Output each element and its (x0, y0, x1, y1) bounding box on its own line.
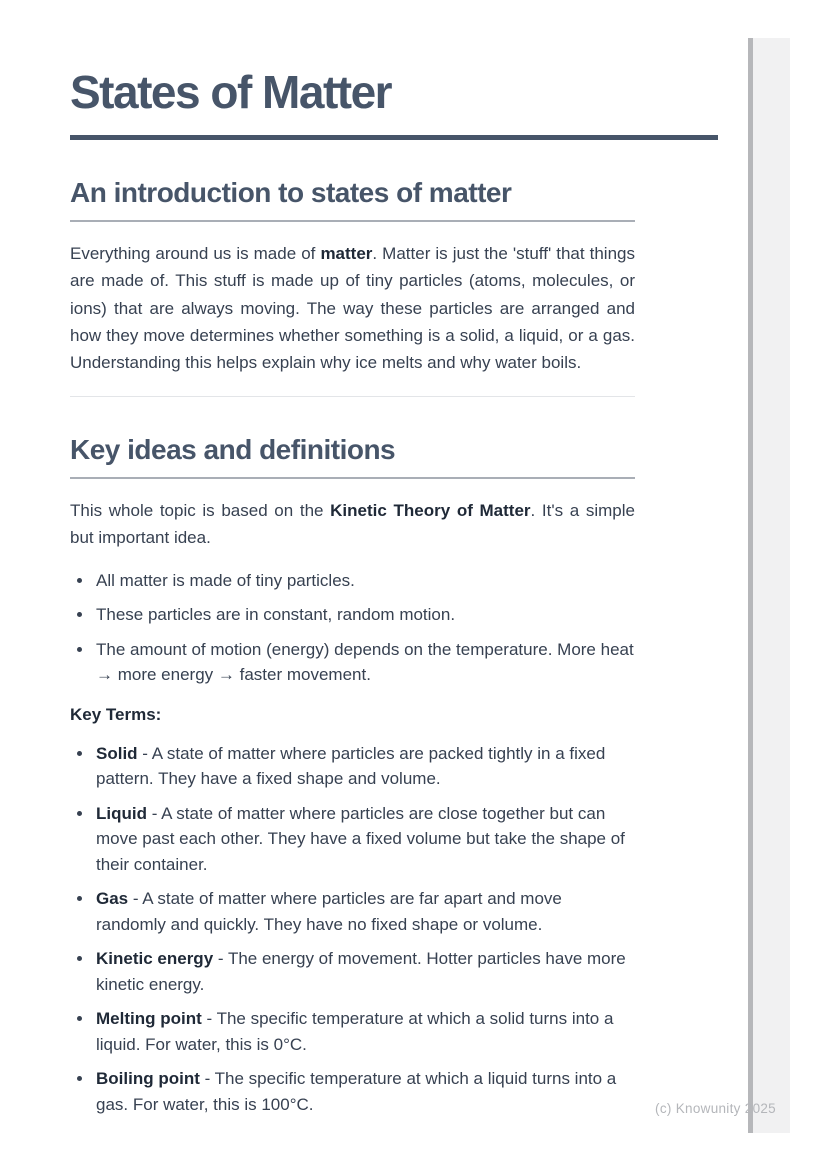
intro-text-post: . Matter is just the 'stuff' that things are made of. This stuff is made up of tiny particles (atoms, molecules, or ions) that are always moving. The way these particles are arranged and how they move determines whether something is a solid, a liquid, or a gas. Understanding this helps explain why ice melts and why water boils. (70, 244, 635, 373)
watermark: (c) Knowunity 2025 (655, 1101, 776, 1116)
term-description: - The energy of movement. Hotter particles have more kinetic energy. (96, 949, 626, 994)
term-name: Kinetic energy (96, 949, 214, 969)
list-item-term-boiling-point (94, 1066, 635, 1117)
key-ideas-paragraph (70, 497, 635, 551)
list-item-term-melting-point (94, 1006, 635, 1057)
term-description: - A state of matter where particles are packed tightly in a fixed pattern. They have a fixed shape and volume. (96, 743, 606, 789)
section-key-ideas (70, 434, 718, 1117)
list-item-term-liquid (94, 801, 635, 878)
intro-heading: An introduction to states of matter (70, 177, 635, 222)
list-item-term-solid (94, 741, 635, 792)
key-ideas-heading: Key ideas and definitions (70, 434, 635, 479)
intro-paragraph (70, 240, 635, 376)
intro-text-pre: Everything around us is made of (70, 244, 321, 264)
document-content (70, 0, 718, 1126)
page-title: States of Matter (70, 66, 392, 118)
section-introduction (70, 177, 718, 376)
term-description: - The specific temperature at which a liquid turns into a gas. For water, this is 100°C. (96, 1069, 617, 1114)
key-ideas-text-pre: This whole topic is based on the (70, 501, 331, 521)
list-item: • These particles are in constant, random motion. (94, 602, 635, 628)
term-description: - The specific temperature at which a solid turns into a liquid. For water, this is 0°C. (96, 1009, 614, 1054)
intro-bold-matter: matter (320, 244, 373, 264)
kinetic-theory-list (70, 568, 635, 688)
key-ideas-bold-kinetic-theory: Kinetic Theory of Matter (330, 501, 531, 521)
term-name: Liquid (96, 803, 147, 823)
term-name: Boiling point (96, 1069, 200, 1089)
term-name: Solid (96, 743, 138, 763)
key-terms-list (70, 741, 635, 1118)
term-description: - A state of matter where particles are far apart and move randomly and quickly. They have no fixed shape or volume. (96, 889, 562, 934)
term-name: Melting point (96, 1009, 202, 1029)
list-item-term-gas (94, 886, 635, 937)
term-description: - A state of matter where particles are close together but can move past each other. They have a fixed volume but take the shape of their container. (96, 803, 625, 874)
section-divider (70, 396, 635, 397)
title-rule (70, 135, 718, 140)
key-ideas-text-post: . It's a simple but important idea. (70, 501, 635, 548)
adjacent-page-edge (748, 38, 790, 1133)
term-name: Gas (96, 889, 129, 909)
list-item: • All matter is made of tiny particles. (94, 568, 635, 594)
list-item-term-kinetic-energy (94, 946, 635, 997)
list-item: • The amount of motion (energy) depends on the temperature. More heat → more energy → faster movement. (94, 637, 635, 688)
key-terms-label: Key Terms: (70, 704, 162, 724)
